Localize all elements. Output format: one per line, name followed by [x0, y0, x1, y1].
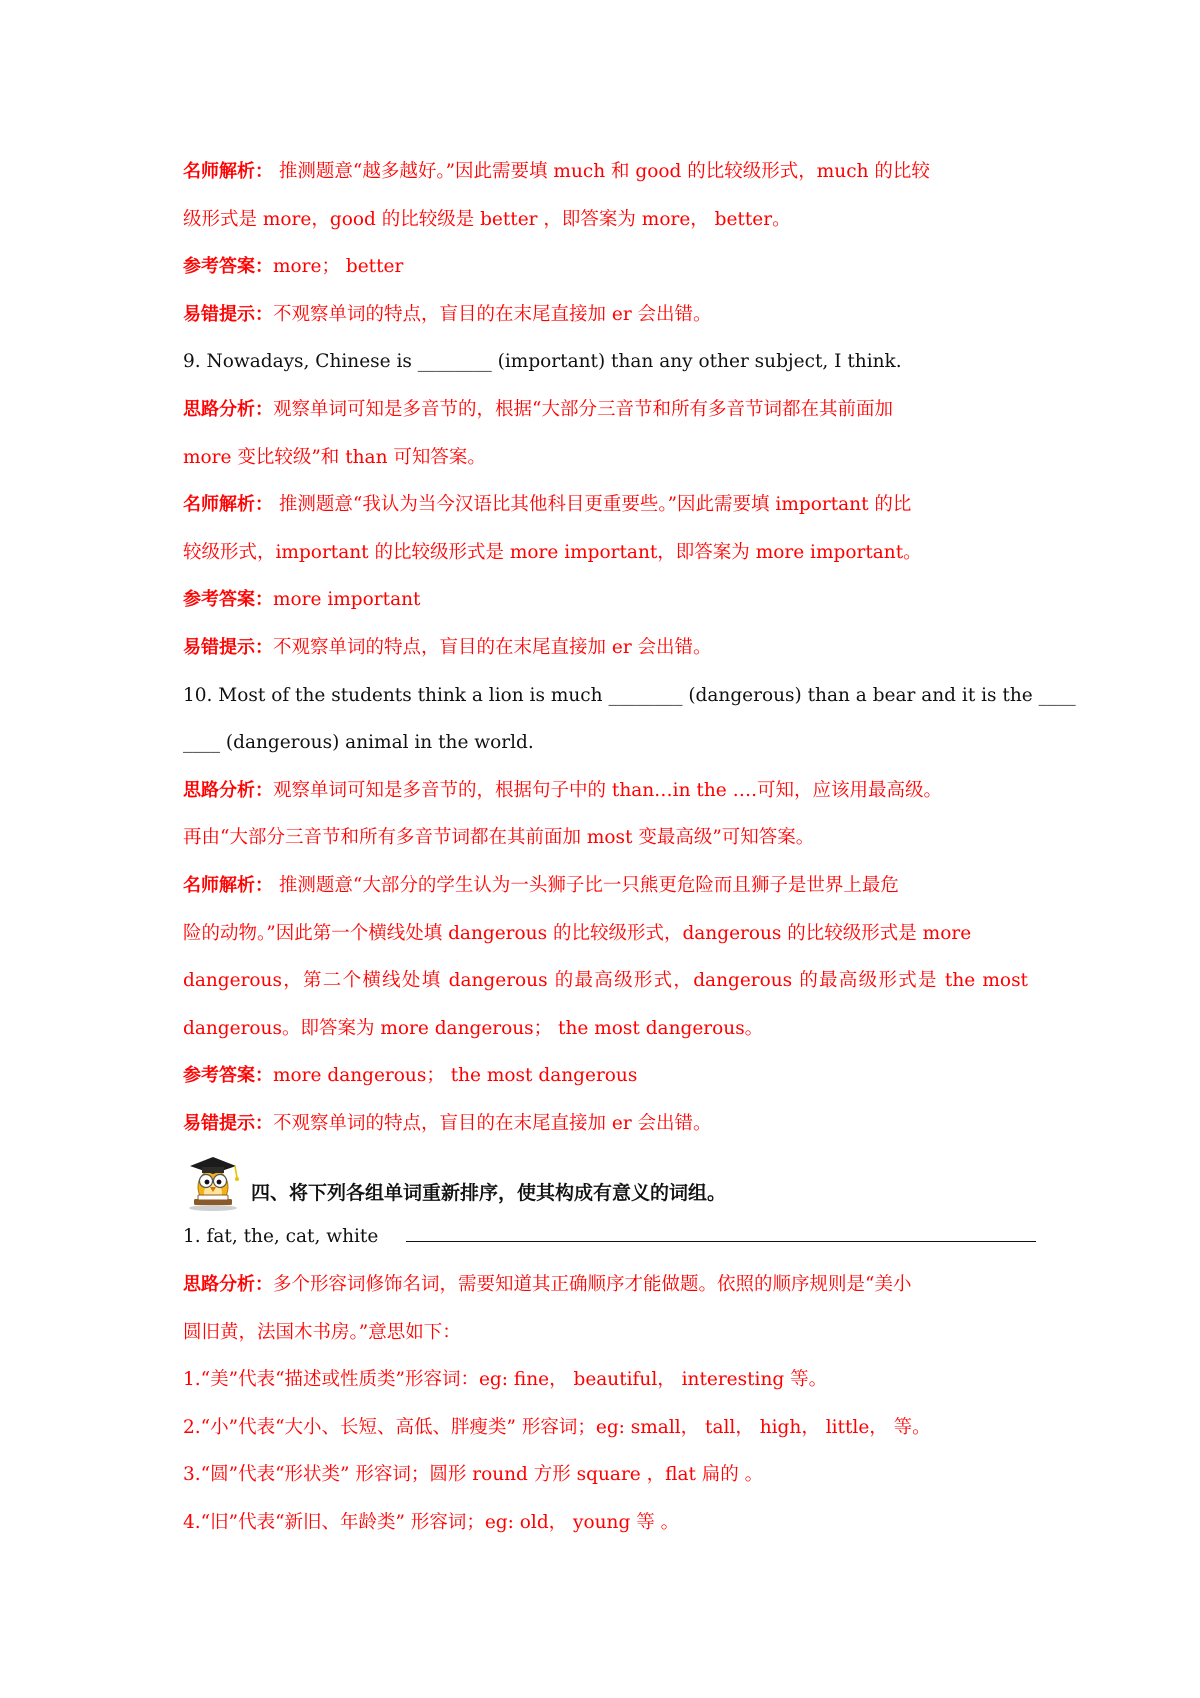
- label-error-tip: 易错提示：: [183, 1112, 273, 1134]
- label-error-tip: 易错提示：: [183, 303, 273, 325]
- label-thinking-analysis: 思路分析：: [183, 779, 273, 801]
- rule-item: 3.“圆”代表“形状类” 形容词；圆形 round 方形 square ，flat 扁的 。: [183, 1464, 764, 1486]
- analysis-line: more 变比较级”和 than 可知答案。: [183, 446, 486, 468]
- label-teacher-analysis: 名师解析：: [183, 874, 273, 896]
- analysis-line: 圆旧黄，法国木书房。”意思如下：: [183, 1321, 461, 1343]
- owl-graduate-icon: [180, 1147, 246, 1213]
- analysis-line: 名师解析： 推测题意“越多越好。”因此需要填 much 和 good 的比较级形式，much 的比较: [183, 161, 930, 182]
- analysis-line: 思路分析：多个形容词修饰名词，需要知道其正确顺序才能做题。依照的顺序规则是“美小: [183, 1274, 912, 1296]
- document-page: [183, 148, 1076, 1547]
- analysis-line: 险的动物。”因此第一个横线处填 dangerous 的比较级形式，dangerous 的比较级形式是 more: [183, 922, 972, 944]
- analysis-line: dangerous。即答案为 more dangerous； the most dangerous。: [183, 1017, 764, 1039]
- question-9: 9. Nowadays, Chinese is ________ (important) than any other subject, I think.: [183, 351, 902, 373]
- analysis-line: 名师解析： 推测题意“我认为当今汉语比其他科目更重要些。”因此需要填 important 的比: [183, 494, 912, 516]
- label-thinking-analysis: 思路分析：: [183, 1274, 273, 1296]
- question-10-continued: ____ (dangerous) animal in the world.: [183, 732, 534, 754]
- answer-line: 参考答案：more dangerous； the most dangerous: [183, 1065, 638, 1087]
- analysis-line: 再由“大部分三音节和所有多音节词都在其前面加 most 变最高级”可知答案。: [183, 827, 815, 849]
- error-tip-line: 易错提示：不观察单词的特点，盲目的在末尾直接加 er 会出错。: [183, 303, 712, 325]
- question-10: 10. Most of the students think a lion is much ________ (dangerous) than a bear and it is the ____: [183, 684, 1076, 706]
- section-heading: [183, 1153, 1028, 1213]
- analysis-line: 较级形式，important 的比较级形式是 more important，即答案为 more important。: [183, 541, 922, 563]
- question-1: 1. fat, the, cat, white: [183, 1213, 1028, 1261]
- section-heading-text: 四、将下列各组单词重新排序，使其构成有意义的词组。: [251, 1182, 727, 1205]
- error-tip-line: 易错提示：不观察单词的特点，盲目的在末尾直接加 er 会出错。: [183, 1112, 712, 1134]
- rule-item: 2.“小”代表“大小、长短、高低、胖瘦类” 形容词；eg: small， tall， high， little， 等。: [183, 1416, 931, 1438]
- error-tip-line: 易错提示：不观察单词的特点，盲目的在末尾直接加 er 会出错。: [183, 636, 712, 658]
- answer-blank[interactable]: [406, 1221, 1036, 1242]
- label-error-tip: 易错提示：: [183, 636, 273, 658]
- rule-item: 4.“旧”代表“新旧、年龄类” 形容词；eg: old， young 等 。: [183, 1512, 680, 1534]
- analysis-line: 级形式是 more，good 的比较级是 better ，即答案为 more， better。: [183, 208, 791, 230]
- label-teacher-analysis: 名师解析：: [183, 161, 273, 182]
- label-reference-answer: 参考答案：: [183, 589, 273, 611]
- label-teacher-analysis: 名师解析：: [183, 494, 273, 516]
- rule-item: 1.“美”代表“描述或性质类”形容词：eg: fine， beautiful， interesting 等。: [183, 1369, 828, 1391]
- analysis-line: 思路分析：观察单词可知是多音节的，根据句子中的 than…in the ….可知，应该用最高级。: [183, 779, 942, 801]
- analysis-line: 名师解析： 推测题意“大部分的学生认为一头狮子比一只熊更危险而且狮子是世界上最危: [183, 874, 899, 896]
- label-reference-answer: 参考答案：: [183, 1065, 273, 1087]
- answer-line: 参考答案：more； better: [183, 256, 404, 278]
- analysis-line: 思路分析：观察单词可知是多音节的，根据“大部分三音节和所有多音节词都在其前面加: [183, 398, 893, 420]
- answer-line: 参考答案：more important: [183, 589, 421, 611]
- label-thinking-analysis: 思路分析：: [183, 398, 273, 420]
- label-reference-answer: 参考答案：: [183, 256, 273, 278]
- analysis-line: dangerous，第二个横线处填 dangerous 的最高级形式，dangerous 的最高级形式是 the most: [183, 970, 1028, 992]
